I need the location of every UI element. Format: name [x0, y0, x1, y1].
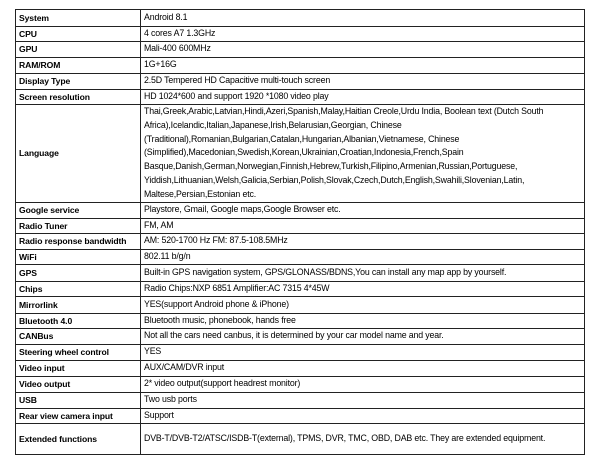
spec-row-google-service	[16, 202, 585, 218]
spec-label: Screen resolution	[16, 89, 141, 105]
spec-value: 2* video output(support headrest monitor)	[141, 376, 585, 393]
spec-row-usb	[16, 393, 585, 409]
spec-row-gps	[16, 265, 585, 282]
spec-label: Video output	[16, 376, 141, 393]
spec-label: Steering wheel control	[16, 344, 141, 361]
spec-label: Google service	[16, 202, 141, 218]
spec-value: Two usb ports	[141, 393, 585, 409]
spec-row-video-input	[16, 361, 585, 377]
spec-row-screen-resolution	[16, 89, 585, 105]
spec-value: Built-in GPS navigation system, GPS/GLONASS/BDNS,You can install any map app by yourself.	[141, 265, 585, 282]
spec-row-language	[16, 105, 585, 203]
spec-table	[15, 9, 585, 455]
spec-label: Mirrorlink	[16, 297, 141, 314]
spec-label: USB	[16, 393, 141, 409]
spec-label: Rear view camera input	[16, 408, 141, 424]
spec-row-steering-wheel-control	[16, 344, 585, 361]
spec-value: Android 8.1	[141, 10, 585, 27]
spec-label: Language	[16, 105, 141, 203]
spec-row-video-output	[16, 376, 585, 393]
spec-value: 4 cores A7 1.3GHz	[141, 26, 585, 42]
spec-value: AUX/CAM/DVR input	[141, 361, 585, 377]
spec-value: HD 1024*600 and support 1920 *1080 video play	[141, 89, 585, 105]
spec-value: 2.5D Tempered HD Capacitive multi-touch screen	[141, 74, 585, 90]
spec-row-mirrorlink	[16, 297, 585, 314]
spec-label: Radio Tuner	[16, 218, 141, 234]
spec-row-wifi	[16, 249, 585, 265]
spec-row-display-type	[16, 74, 585, 90]
spec-value: YES	[141, 344, 585, 361]
spec-label: Bluetooth 4.0	[16, 313, 141, 329]
spec-value: Thai,Greek,Arabic,Latvian,Hindi,Azeri,Spanish,Malay,Haitian Creole,Urdu India, Boolean text (Dutch South Africa),Icelandic,Italian,Japanese,Irish,Belarusian,Georgian, Chinese (Traditional),Romanian,Bulgarian,Catalan,Hungarian,Albanian,Vietnamese, Chinese (Simplified),Macedonian,Swedish,Korean,Ukrainian,Croatian,Indonesia,French,Spain Basque,Danish,German,Norwegian,Finnish,Hebrew,Turkish,Filipino,Armenian,Russian,Portuguese, Yiddish,Lithuanian,Welsh,Galicia,Serbian,Polish,Slovak,Czech,Dutch,English,Swahili,Slovenian,Latin, Maltese,Persian,Estonian etc.	[141, 105, 585, 203]
spec-row-system	[16, 10, 585, 27]
spec-value: Radio Chips:NXP 6851 Amplifier:AC 7315 4*45W	[141, 281, 585, 297]
spec-row-radio-tuner	[16, 218, 585, 234]
spec-label: RAM/ROM	[16, 57, 141, 74]
spec-row-bluetooth	[16, 313, 585, 329]
spec-label: CPU	[16, 26, 141, 42]
spec-value: Support	[141, 408, 585, 424]
spec-value: 1G+16G	[141, 57, 585, 74]
spec-value: YES(support Android phone & iPhone)	[141, 297, 585, 314]
spec-row-chips	[16, 281, 585, 297]
spec-label: System	[16, 10, 141, 27]
spec-row-extended-functions	[16, 424, 585, 455]
spec-row-canbus	[16, 329, 585, 345]
spec-label: GPU	[16, 42, 141, 58]
spec-value: Playstore, Gmail, Google maps,Google Browser etc.	[141, 202, 585, 218]
spec-row-cpu	[16, 26, 585, 42]
spec-label: WiFi	[16, 249, 141, 265]
spec-label: CANBus	[16, 329, 141, 345]
spec-row-ram-rom	[16, 57, 585, 74]
spec-label: Video input	[16, 361, 141, 377]
spec-value: Not all the cars need canbus, it is determined by your car model name and year.	[141, 329, 585, 345]
spec-value: DVB-T/DVB-T2/ATSC/ISDB-T(external), TPMS, DVR, TMC, OBD, DAB etc. They are extended equipment.	[141, 424, 585, 455]
spec-value: Mali-400 600MHz	[141, 42, 585, 58]
spec-label: Extended functions	[16, 424, 141, 455]
spec-value: Bluetooth music, phonebook, hands free	[141, 313, 585, 329]
spec-row-gpu	[16, 42, 585, 58]
spec-label: GPS	[16, 265, 141, 282]
spec-row-radio-bandwidth	[16, 234, 585, 250]
spec-row-rear-camera-input	[16, 408, 585, 424]
spec-value: AM: 520-1700 Hz FM: 87.5-108.5MHz	[141, 234, 585, 250]
spec-label: Radio response bandwidth	[16, 234, 141, 250]
spec-value: 802.11 b/g/n	[141, 249, 585, 265]
spec-value: FM, AM	[141, 218, 585, 234]
spec-label: Chips	[16, 281, 141, 297]
spec-label: Display Type	[16, 74, 141, 90]
